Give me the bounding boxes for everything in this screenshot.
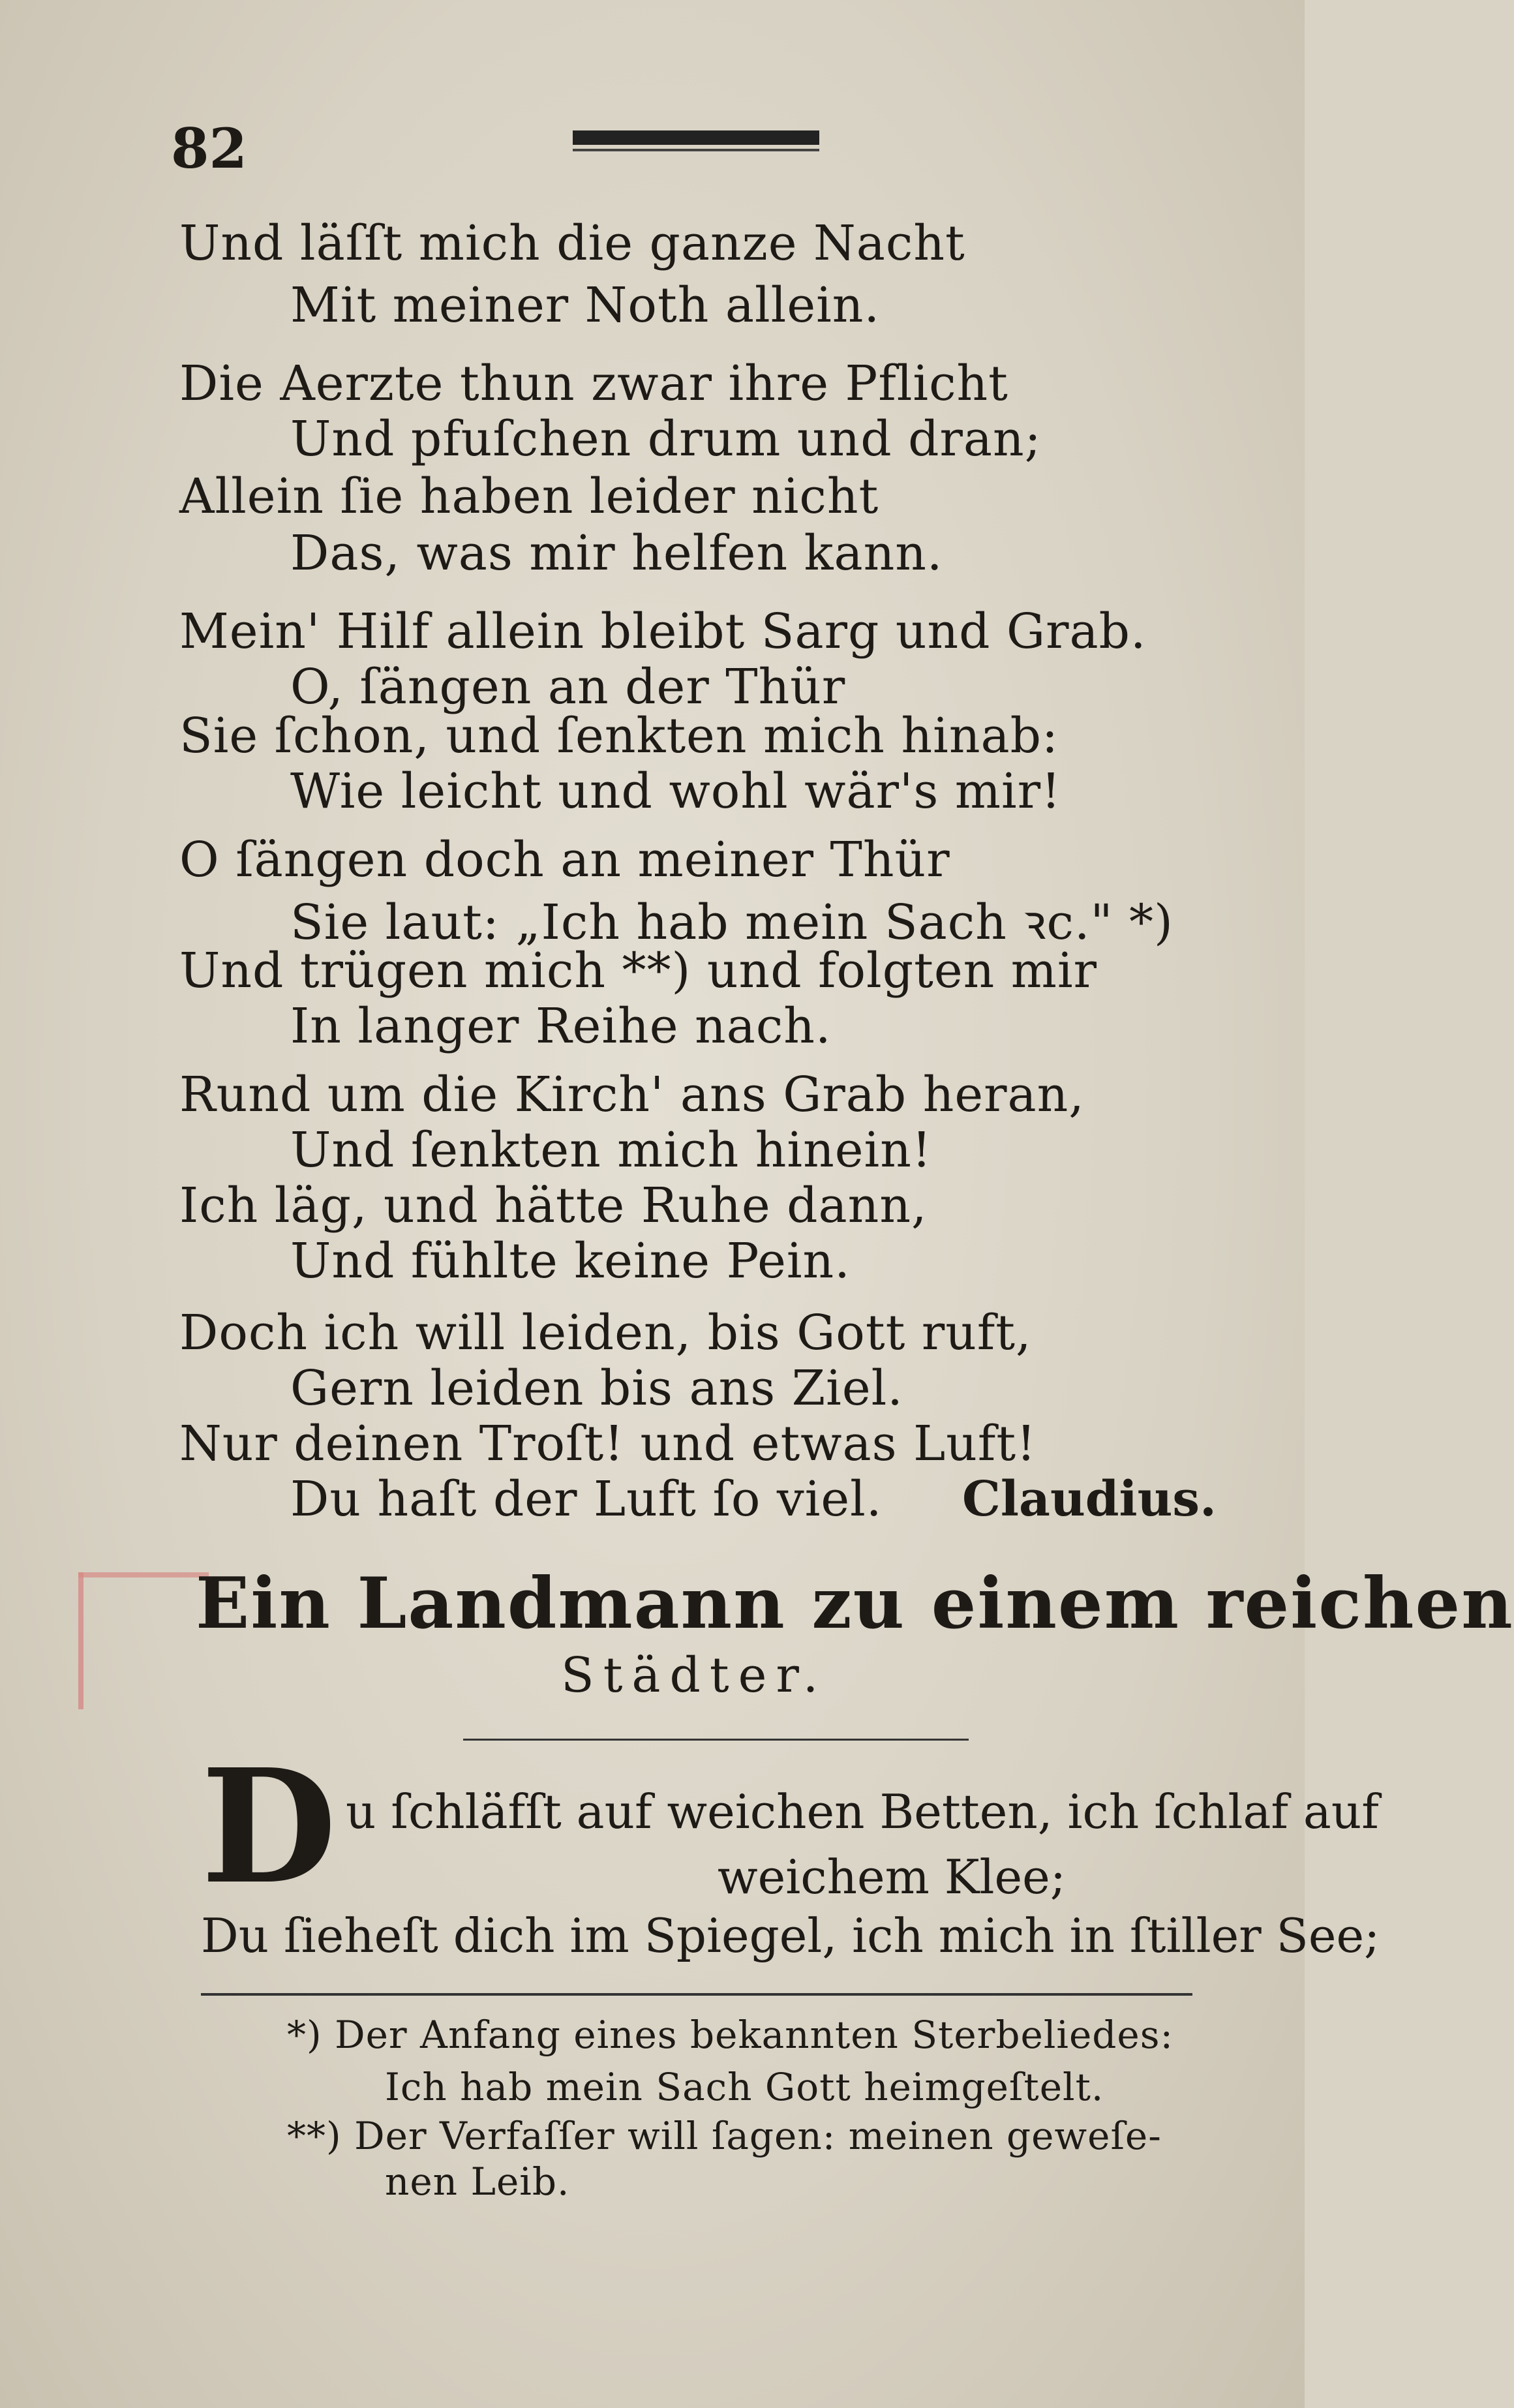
- poem1-line: Und läſſt mich die ganze Nacht: [179, 215, 965, 271]
- poem1-line: Doch ich will leiden, bis Gott ruft,: [179, 1305, 1032, 1361]
- poem2-line: Du ſieheſt dich im Spiegel, ich mich in ſtiller See;: [201, 1908, 1380, 1963]
- footnote-line: **) Der Verfaſſer will ſagen: meinen geweſe-: [287, 2114, 1162, 2158]
- poem1-line: Sie laut: „Ich hab mein Sach ꝛc." *): [290, 894, 1173, 951]
- red-pencil-mark: [78, 1572, 209, 1577]
- poem1-line: Sie ſchon, und ſenkten mich hinab:: [179, 708, 1059, 764]
- poem1-line: O ſängen doch an meiner Thür: [179, 832, 950, 888]
- poem1-line: Und pfuſchen drum und dran;: [290, 411, 1042, 467]
- poem2-line: weichem Klee;: [718, 1850, 1067, 1904]
- poem1-line: Nur deinen Troſt! und etwas Luft!: [179, 1416, 1037, 1472]
- header-rule-thin: [573, 149, 819, 151]
- poem1-line: Das, was mir helfen kann.: [290, 525, 943, 581]
- poem1-line: Du haſt der Luft ſo viel.: [290, 1471, 883, 1527]
- footnote-line: Ich hab mein Sach Gott heimgeſtelt.: [385, 2065, 1104, 2109]
- poem1-line: Mit meiner Noth allein.: [290, 277, 880, 333]
- header-rule: [573, 130, 819, 145]
- poem1-line: Und trügen mich **) und folgten mir: [179, 943, 1097, 999]
- poem1-line: Und fühlte keine Pein.: [290, 1233, 851, 1289]
- poem1-line: Ich läg, und hätte Ruhe dann,: [179, 1178, 928, 1234]
- author-signature: Claudius.: [962, 1471, 1217, 1527]
- red-pencil-mark: [78, 1572, 83, 1709]
- poem1-line: Gern leiden bis ans Ziel.: [290, 1360, 903, 1416]
- poem1-line: Die Aerzte thun zwar ihre Pflicht: [179, 356, 1008, 412]
- poem1-line: Allein ſie haben leider nicht: [179, 468, 879, 525]
- poem1-line: Rund um die Kirch' ans Grab heran,: [179, 1067, 1085, 1123]
- drop-cap: D: [201, 1735, 337, 1919]
- poem2-subtitle: Städter.: [561, 1647, 828, 1703]
- page-number: 82: [171, 116, 247, 181]
- poem1-line: Mein' Hilf allein bleibt Sarg und Grab.: [179, 603, 1147, 660]
- title-separator: [463, 1739, 969, 1741]
- poem1-line: O, ſängen an der Thür: [290, 659, 846, 715]
- poem2-title: Ein Landmann zu einem reichen: [196, 1562, 1514, 1645]
- poem1-line: In langer Reihe nach.: [290, 998, 832, 1054]
- poem1-line: Und ſenkten mich hinein!: [290, 1122, 932, 1178]
- poem1-line: Wie leicht und wohl wär's mir!: [290, 763, 1061, 819]
- footnote-rule: [201, 1993, 1192, 1996]
- footnote-line: *) Der Anfang eines bekannten Sterbeliedes:: [287, 2013, 1174, 2057]
- poem2-line: u ſchläfſt auf weichen Betten, ich ſchlaf auf: [346, 1784, 1379, 1839]
- footnote-line: nen Leib.: [385, 2159, 570, 2204]
